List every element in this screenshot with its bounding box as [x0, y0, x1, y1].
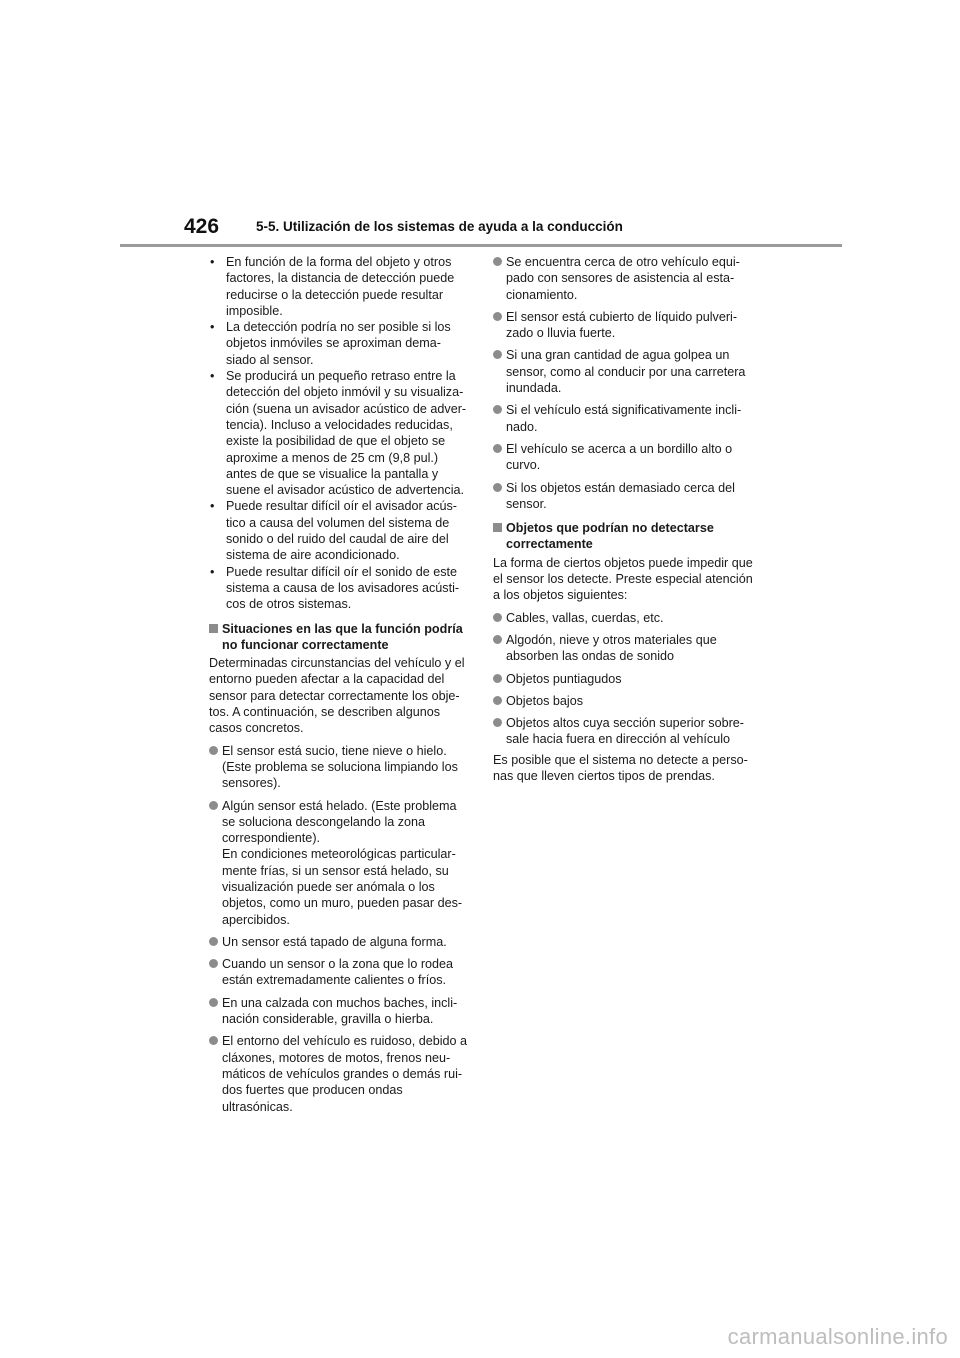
list-item: • En función de la forma del objeto y otros factores, la distancia de detección puede reducirse o la detección puede resultar imposible.	[210, 255, 455, 318]
circle-bullet-icon	[209, 746, 218, 755]
list-item: Si los objetos están demasiado cerca del sensor.	[493, 480, 755, 513]
circle-bullet-icon	[493, 312, 502, 321]
circle-bullet-icon	[209, 1036, 218, 1045]
header-divider	[120, 244, 842, 247]
left-column	[209, 254, 469, 1115]
circle-bullet-icon	[493, 696, 502, 705]
list-item: Si el vehículo está significativamente incli-nado.	[493, 402, 755, 435]
intro-paragraph: Determinadas circunstancias del vehículo y el entorno pueden afectar a la capacidad del sensor para detectar correctamente los obje-tos. A continuación, se describen algunos casos concretos.	[209, 656, 465, 736]
circle-bullet-icon	[493, 483, 502, 492]
list-item: Objetos bajos	[493, 693, 755, 709]
dash-list	[209, 254, 469, 613]
circle-bullet-icon	[209, 959, 218, 968]
list-item: Cables, vallas, cuerdas, etc.	[493, 610, 755, 626]
bullet-extra-text: En condiciones meteorológicas particular-mente frías, si un sensor está helado, su visualización puede ser anómala o los objetos, como un muro, pueden pasar des-apercibidos.	[222, 847, 463, 927]
list-item: • La detección podría no ser posible si los objetos inmóviles se aproximan dema-siado al sensor.	[210, 320, 451, 367]
square-bullet-icon	[209, 624, 218, 633]
circle-bullet-icon	[209, 998, 218, 1007]
dash-marker: •	[210, 255, 215, 269]
circle-bullet-icon	[209, 937, 218, 946]
list-item: Se encuentra cerca de otro vehículo equi-pado con sensores de asistencia al esta-cionamiento.	[493, 254, 755, 303]
list-item: El entorno del vehículo es ruidoso, debido a cláxones, motores de motos, frenos neu-máticos de vehículos grandes o demás rui-dos fuertes que producen ondas ultrasónicas.	[209, 1033, 469, 1114]
circle-bullet-icon	[493, 257, 502, 266]
dash-marker: •	[210, 369, 215, 384]
circle-bullet-icon	[493, 718, 502, 727]
list-item: • Puede resultar difícil oír el avisador acús-tico a causa del volumen del sistema de sonido o del ruido del caudal de aire del sistema de aire acondicionado.	[210, 499, 457, 563]
circle-bullet-icon	[493, 613, 502, 622]
list-item: El sensor está sucio, tiene nieve o hielo. (Este problema se soluciona limpiando los sensores).	[209, 743, 469, 792]
circle-bullet-icon	[493, 405, 502, 414]
list-item: En una calzada con muchos baches, incli-nación considerable, gravilla o hierba.	[209, 995, 469, 1028]
dash-marker: •	[210, 499, 215, 514]
section-title: 5-5. Utilización de los sistemas de ayuda a la conducción	[256, 219, 623, 234]
circle-bullet-icon	[209, 801, 218, 810]
list-item: El sensor está cubierto de líquido pulveri-zado o lluvia fuerte.	[493, 309, 755, 342]
list-item: Algún sensor está helado. (Este problema se soluciona descongelando la zona correspondiente). En condiciones meteorológicas particular-mente frías, si un sensor está helado, su visualización puede ser anómala o los objetos, como un muro, pueden pasar des-apercibidos.	[209, 798, 469, 928]
page-number: 426	[184, 215, 220, 238]
circle-bullet-icon	[493, 350, 502, 359]
circle-bullet-icon	[493, 635, 502, 644]
dash-marker: •	[210, 564, 215, 579]
list-item: Algodón, nieve y otros materiales que absorben las ondas de sonido	[493, 632, 755, 665]
circle-bullet-icon	[493, 674, 502, 683]
intro-paragraph: La forma de ciertos objetos puede impedir que el sensor los detecte. Preste especial atención a los objetos siguientes:	[493, 555, 753, 603]
section-heading: Objetos que podrían no detectarse correctamente	[493, 520, 755, 553]
watermark: carmanualsonline.info	[727, 1324, 948, 1349]
list-item: Cuando un sensor o la zona que lo rodea están extremadamente calientes o fríos.	[209, 956, 469, 989]
list-item: Objetos puntiagudos	[493, 671, 755, 687]
section-heading: Situaciones en las que la función podría no funcionar correctamente	[209, 621, 469, 654]
list-item: Objetos altos cuya sección superior sobre-sale hacia fuera en dirección al vehículo	[493, 715, 755, 748]
list-item: • Se producirá un pequeño retraso entre la detección del objeto inmóvil y su visualiza-ción (suena un avisador acústico de adver-tencia). Incluso a velocidades reducidas, existe la posibilidad de que el objeto se aproxime a menos de 25 cm (9,8 pul.) antes de que se visualice la pantalla y suene el avisador acústico de advertencia.	[210, 369, 467, 498]
circle-bullet-icon	[493, 444, 502, 453]
list-item: Si una gran cantidad de agua golpea un sensor, como al conducir por una carretera inundada.	[493, 347, 755, 396]
right-column	[493, 254, 755, 784]
list-item: • Puede resultar difícil oír el sonido de este sistema a causa de los avisadores acústi-cos de otros sistemas.	[210, 564, 460, 612]
square-bullet-icon	[493, 523, 502, 532]
list-item: Un sensor está tapado de alguna forma.	[209, 934, 469, 950]
list-item: El vehículo se acerca a un bordillo alto o curvo.	[493, 441, 755, 474]
dash-marker: •	[210, 320, 215, 335]
closing-paragraph: Es posible que el sistema no detecte a perso-nas que lleven ciertos tipos de prendas.	[493, 752, 748, 784]
